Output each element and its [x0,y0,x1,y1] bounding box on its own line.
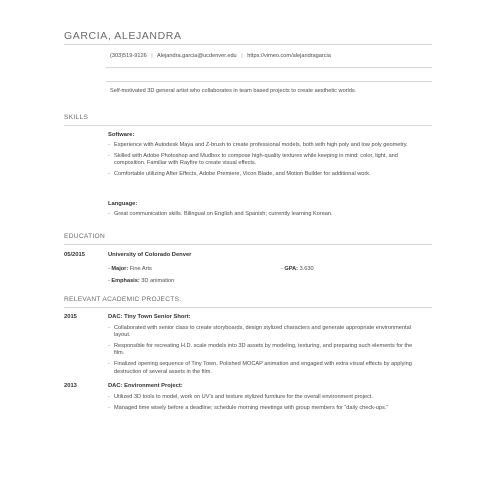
project-title: DAC: Environment Project: [108,383,183,389]
software-label: Software: [108,132,135,138]
list-item: - Collaborated with senior class to create storyboards, design stylized characters and generate appropriate environmental layout. [108,325,418,339]
list-item: - Experience with Autodesk Maya and Z-brush to create professional models, both with high poly and low poly geometry. [108,142,418,149]
list-item: - Managed time wisely before a deadline; schedule morning meetings with group members for “daily check-ups.” [108,405,418,412]
list-item: - Finalized opening sequence of Tiny Town. Polished MOCAP animation and engaged with extra visual effects by applying destruction of several assets in the film. [108,361,418,375]
summary-text: Self-motivated 3D general artist who collaborates in team based projects to create aesthetic worlds. [110,88,357,94]
contact-line [110,53,331,59]
gpa-entry: - GPA: 3.630 [281,266,314,272]
major-entry: - Major: Fine Arts [108,266,152,272]
projects-rule [64,307,432,308]
summary-top-rule [106,81,432,82]
project-year: 2015 [64,314,77,320]
list-item: - Skilled with Adobe Photoshop and Mudbox to compose high-quality textures while keeping in mind: color, light, and composition. Familiar with Rayfire to create visual effects. [108,153,418,167]
education-heading: EDUCATION [64,233,106,240]
list-item: - Great communication skills. Bilingual on English and Spanish; currently learning Korean. [108,211,418,218]
language-list [108,211,418,222]
projects-heading: RELEVANT ACADEMIC PROJECTS: [64,296,182,303]
emphasis-entry: - Emphasis: 3D animation [108,278,175,284]
emphasis-value: 3D animation [141,278,175,284]
major-value: Fine Arts [129,266,152,272]
contact-separator: | [151,53,153,59]
list-item: - Utilized 3D tools to model, work on UV’s and texture stylized furniture for the overall environment project. [108,394,418,401]
website-link[interactable]: https://vimeo.com/alejandragarcia [247,53,331,59]
project-title: DAC: Tiny Town Senior Short: [108,314,191,320]
contact-rule [106,67,432,68]
list-item: - Comfortable utilizing After Effects, Adobe Premiere, Vicon Blade, and Motion Builder for additional work. [108,171,418,178]
skills-heading: SKILLS [64,114,89,121]
header-rule [64,44,432,45]
applicant-name: GARCIA, ALEJANDRA [64,30,182,42]
language-label: Language: [108,201,138,207]
gpa-value: 3.630 [299,266,314,272]
phone-number: (303)519-9126 [110,53,147,59]
education-date: 05/2015 [64,252,85,258]
email-address[interactable]: Alejandra.garcia@ucdenver.edu [156,53,237,59]
emphasis-label: Emphasis: [111,278,140,284]
school-name: University of Colorado Denver [108,252,192,258]
project-bullets [108,394,418,416]
list-item: - Responsible for recreating H.D. scale models into 3D assets by modeling, texturing, and preparing such elements for the film. [108,343,418,357]
major-label: Major: [111,266,129,272]
gpa-label: GPA: [284,266,298,272]
project-year: 2013 [64,383,77,389]
contact-separator: | [241,53,243,59]
education-rule [64,244,432,245]
software-list [108,142,418,182]
project-bullets [108,325,418,380]
skills-rule [64,125,432,126]
